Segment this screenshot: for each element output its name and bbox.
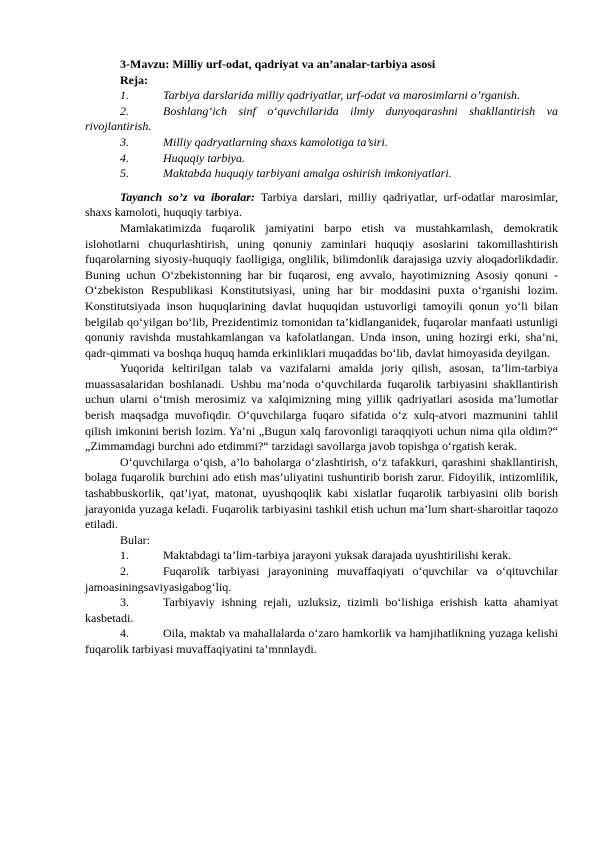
condition-item [85,626,558,657]
plan-item [85,166,558,182]
condition-item-number: 2. [120,564,129,578]
plan-item-text: Maktabda huquqiy tarbiyani amalga oshirish imkoniyatlari. [163,166,452,181]
plan-item [85,104,558,135]
plan-item-text: Huquqiy tarbiya. [163,150,245,165]
keywords-text: Tarbiya darslari, milliy qadriyatlar, urf-odatlar marosimlar, shaxs kamoloti, huquqiy tarbiya. [85,189,558,220]
condition-item-number: 4. [120,626,129,641]
keywords-label: Tayanch so’z va iboralar: [120,189,255,204]
plan-item-text: Boshlang‘ich sinf o‘quvchilarida ilmiy dunyoqarashni shakllantirish va rivojlantirish. [85,103,558,134]
document-page [85,57,558,658]
document-title: 3-Mavzu: Milliy urf-odat, qadriyat va an’analar-tarbiya asosi [120,57,436,71]
plan-item-number: 1. [120,88,129,103]
plan-item-number: 5. [120,166,129,181]
condition-item-text: Maktabdagi ta’lim-tarbiya jarayoni yuksak darajada uyushtirilishi kerak. [163,548,512,563]
spacer [85,182,558,190]
plan-heading: Reja: [120,72,148,87]
condition-item-text: Fuqarolik tarbiyasi jarayonining muvaffaqiyati o‘quvchilar va o‘qituvchilar jamoasiningsaviyasigabog‘liq. [85,564,558,594]
conditions-intro: Bular: [120,532,150,547]
body-paragraph: Mamlakatimizda fuqarolik jamiyatini barpo etish va mustahkamlash, demokratik islohotlarni chuqurlashtirish, uning qonuniy zaminlari huquqiy asoslarini takomillashtirish fuqarolarning siyosiy-huquqiy faolligiga, onglilik, bilimdonlik darajasiga uzviy aloqadorlikdadir. Buning uchun O‘zbekistonning har bir fuqarosi, eng avvalo, hayotimizning Asosiy qonuni -O‘zbekiston Respublikasi Konstitutsiyasi, uning har bir moddasini puxta o‘rganishi lozim. Konstitutsiyada inson huquqlarining davlat huquqidan ustuvorligi tamoyili qonun yo‘li bilan belgilab qo‘yilgan bo‘lib, Prezidentimiz tomonidan ta’kidlanganidek, fuqarolar manfaati ustunligi qonuniy ravishda mustahkamlangan va kafolatlangan. Unda inson, uning hozirgi erki, sha’ni, qadr-qimmati va boshqa huquq hamda erkinliklari muqaddas bo‘lib, davlat himoyasida deyilgan. [85,220,558,360]
plan-item-number: 4. [120,150,129,165]
plan-item-number: 3. [120,134,129,149]
plan-item-text: Tarbiya darslarida milliy qadriyatlar, urf-odat va marosimlarni o’rganish. [163,88,521,103]
plan-item [85,151,558,167]
plan-item [85,88,558,104]
plan-item [85,135,558,151]
plan-item-number: 2. [120,103,129,118]
condition-item-number: 3. [120,595,129,610]
keywords-paragraph [85,190,558,221]
condition-item-text: Tarbiyaviy ishning rejali, uzluksiz, tizimli bo‘lishiga erishish katta ahamiyat kasbetadi. [85,595,558,625]
condition-item [85,564,558,595]
condition-item-number: 1. [120,548,129,563]
plan-item-text: Milliy qadryatlarning shaxs kamolotiga ta’siri. [163,134,388,149]
condition-item-text: Oila, maktab va mahallalarda o‘zaro hamkorlik va hamjihatlikning yuzaga kelishi fuqarolik tarbiyasi muvaffaqiyatini ta’mnnlaydi. [85,626,558,656]
condition-item [85,548,558,564]
body-paragraph: Yuqorida keltirilgan talab va vazifalarni amalda joriy qilish, asosan, ta’lim-tarbiya muassasalaridan boshlanadi. Ushbu ma’noda o‘quvchilarda fuqarolik tarbiyasini shakllantirish uchun ularni o‘tmish merosimiz va xalqimizning ming yillik qadriyatlari asosida ma’lumotlar berish maqsadga muvofiqdir. O‘quvchilarga fuqaro sifatida o‘z xulq-atvori mazmunini tahlil qilish imkonini berish lozim. Ya’ni „Bugun xalq farovonligi taraqqiyoti uchun nima qila oldim?“ „Zimmamdagi burchni ado etdimmi?“ tarzidagi savollarga javob topishga o‘rgatish kerak. [85,361,558,454]
body-paragraph: O‘quvchilarga o‘qish, a’lo baholarga o‘zlashtirish, o‘z tafakkuri, qarashini shakllantirish, bolaga fuqarolik burchini ado etish mas’uliyatini tushuntirib borish zarur. Fidoyilik, intizomlilik, tashabbuskorlik, qat’iyat, matonat, uyushqoqlik kabi xislatlar fuqarolik tarbiyasini olib borish jarayonida yuzaga keladi. Fuqarolik tarbiyasini tashkil etish uchun ma’lum shart-sharoitlar taqozo etiladi. [85,454,558,532]
plan-list [85,88,558,182]
conditions-list [85,548,558,657]
condition-item [85,595,558,626]
